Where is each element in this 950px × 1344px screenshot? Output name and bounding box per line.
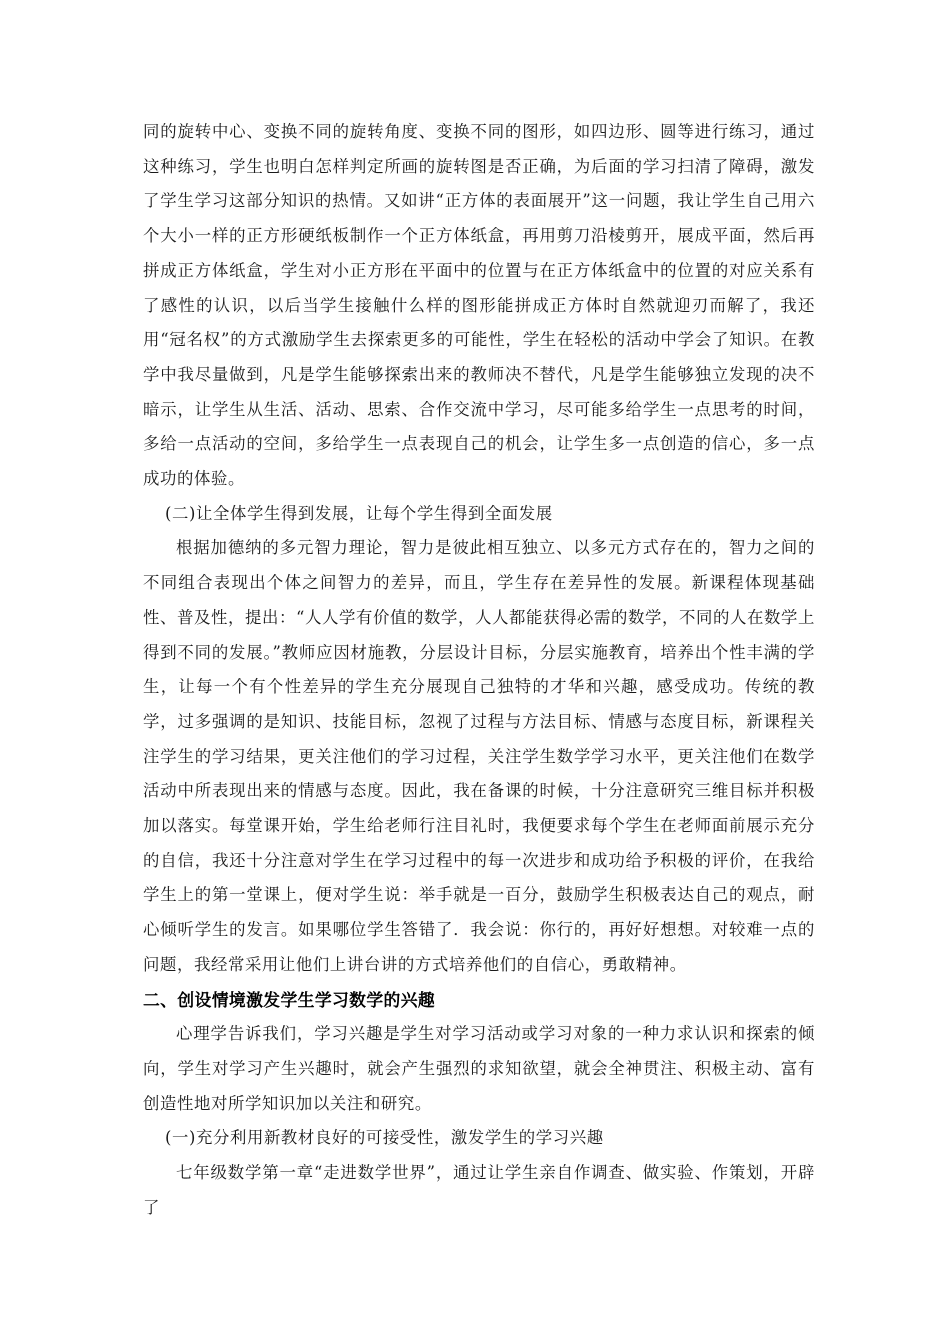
paragraph-learning-interest: 心理学告诉我们，学习兴趣是学生对学习活动或学习对象的一种力求认识和探索的倾向，学生对学习产生兴趣时，就会产生强烈的求知欲望，就会全神贯注、积极主动、富有创造性地对所学知识加以关注和研究。 [143,1024,815,1113]
paragraph-rotation-and-cube: 同的旋转中心、变换不同的旋转角度、变换不同的图形，如四边形、圆等进行练习，通过这种练习，学生也明白怎样判定所画的旋转图是否正确，为后面的学习扫清了障碍，激发了学生学习这部分知识的热情。又如讲“正方体的表面展开”这一问题，我让学生自己用六个大小一样的正方形硬纸板制作一个正方体纸盒，再用剪刀沿棱剪开，展成平面，然后再拼成正方体纸盒，学生对小正方形在平面中的位置与在正方体纸盒中的位置的对应关系有了感性的认识，以后当学生接触什么样的图形能拼成正方体时自然就迎刃而解了，我还用“冠名权”的方式激励学生去探索更多的可能性，学生在轻松的活动中学会了知识。在教学中我尽量做到，凡是学生能够探索出来的教师决不替代，凡是学生能够独立发现的决不暗示，让学生从生活、活动、思索、合作交流中学习，尽可能多给学生一点思考的时间，多给一点活动的空间，多给学生一点表现自己的机会，让学生多一点创造的信心，多一点成功的体验。 [143,122,815,489]
paragraph-grade-seven-chapter-one: 七年级数学第一章“走进数学世界”，通过让学生亲自作调查、做实验、作策划，开辟了 [143,1163,815,1217]
subheading-new-textbook: (一)充分利用新教材良好的可接受性，激发学生的学习兴趣 [165,1128,604,1148]
paragraph-multiple-intelligences: 根据加德纳的多元智力理论，智力是彼此相互独立、以多元方式存在的，智力之间的不同组合表现出个体之间智力的差异，而且，学生存在差异性的发展。新课程体现基础性、普及性，提出：“人人学有价值的数学，人人都能获得必需的数学，不同的人在数学上得到不同的发展。”教师应因材施教，分层设计目标，分层实施教育，培养出个性丰满的学生，让每一个有个性差异的学生充分展现自己独特的才华和兴趣，感受成功。传统的教学，过多强调的是知识、技能目标，忽视了过程与方法目标、情感与态度目标，新课程关注学生的学习结果，更关注他们的学习过程，关注学生数学学习水平，更关注他们在数学活动中所表现出来的情感与态度。因此，我在备课的时候，十分注意研究三维目标并积极加以落实。每堂课开始，学生给老师行注目礼时，我便要求每个学生在老师面前展示充分的自信，我还十分注意对学生在学习过程中的每一次进步和成功给予积极的评价，在我给学生上的第一堂课上，便对学生说：举手就是一百分，鼓励学生积极表达自己的观点，耐心倾听学生的发言。如果哪位学生答错了．我会说：你行的，再好好想想。对较难一点的问题，我经常采用让他们上讲台讲的方式培养他们的自信心，勇敢精神。 [143,538,815,974]
document-body [143,115,815,1226]
subheading-all-students-develop: (二)让全体学生得到发展，让每个学生得到全面发展 [165,503,553,523]
section-heading-create-situations: 二、创设情境激发学生学习数学的兴趣 [143,989,436,1010]
